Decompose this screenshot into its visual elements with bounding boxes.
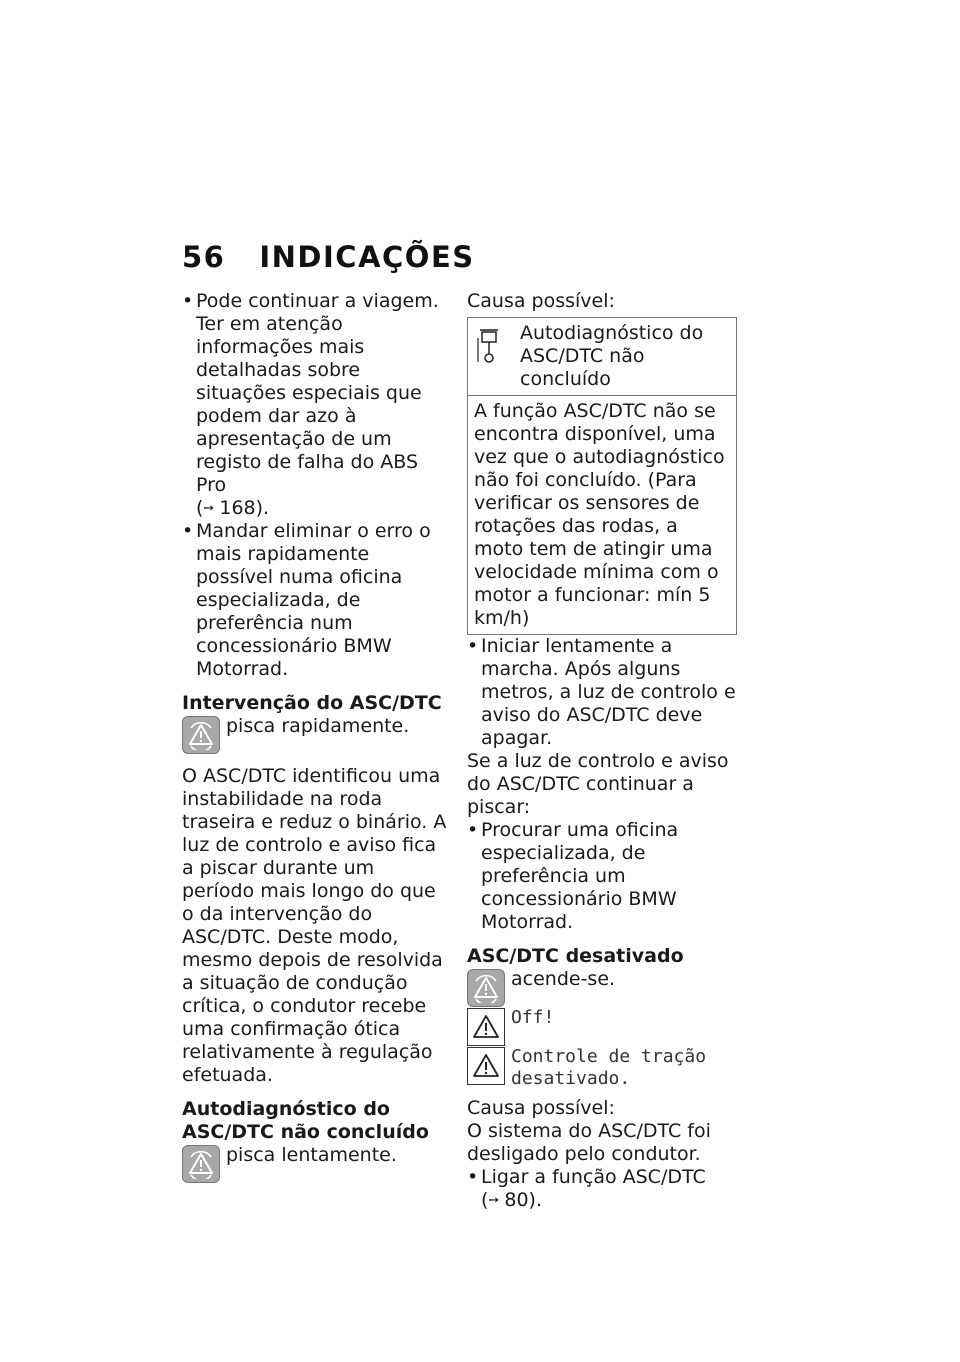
cause-table-body: A função ASC/DTC não se encontra disponível, uma vez que o autodiagnóstico não foi concluído. (Para verificar os sensores de rotações das rodas, a moto tem de atingir uma velocidade mínima com o motor a funcionar: mín 5 km/h) <box>468 396 737 635</box>
display-message-row <box>467 1047 742 1090</box>
cause-table-header <box>468 318 737 396</box>
page-header <box>182 240 475 280</box>
section-heading-intervention: Intervenção do ASC/DTC <box>182 692 442 714</box>
list-item: • Ligar a função ASC/DTC (➙ 80). <box>467 1166 742 1212</box>
list-item: • Iniciar lentamente a marcha. Após alguns metros, a luz de controlo e aviso do ASC/DTC deve apagar. <box>467 635 742 750</box>
page-number: 56 <box>182 240 226 274</box>
asc-warning-lamp-icon <box>467 969 505 1007</box>
section-heading-deactivated: ASC/DTC desativado <box>467 945 684 967</box>
cause-label: Causa possível: <box>467 290 615 312</box>
left-column <box>182 290 452 1183</box>
indicator-row <box>467 969 742 1007</box>
asc-warning-lamp-icon <box>182 716 220 754</box>
piston-wrench-icon <box>474 322 512 372</box>
warning-triangle-icon <box>467 1047 505 1085</box>
display-text-off: Off! <box>511 1007 555 1028</box>
page-reference-link[interactable]: 80). <box>504 1189 543 1211</box>
indicator-state: pisca lentamente. <box>226 1144 397 1166</box>
list-item: • Pode continuar a viagem. Ter em atenção informações mais detalhadas sobre situações especiais que podem dar azo à apresentação de um registo de falha do ABS Pro (➙ 168). <box>182 290 452 520</box>
right-column <box>467 290 742 1212</box>
cause-table <box>467 317 737 635</box>
page-reference-arrow-icon[interactable]: ➙ <box>488 1193 499 1208</box>
display-message-row <box>467 1008 742 1046</box>
page-reference-arrow-icon[interactable]: ➙ <box>203 501 214 516</box>
indicator-row <box>182 716 452 754</box>
page-reference-link[interactable]: 168). <box>219 497 270 519</box>
display-text-message: Controle de tração desativado. <box>511 1046 707 1089</box>
cause-label: Causa possível: <box>467 1097 615 1119</box>
indicator-row <box>182 1145 452 1183</box>
indicator-state: acende-se. <box>511 968 616 990</box>
list-item: • Procurar uma oficina especializada, de preferência um concessionário BMW Motorrad. <box>467 819 742 934</box>
paragraph: O ASC/DTC identificou uma instabilidade na roda traseira e reduz o binário. A luz de controlo e aviso fica a piscar durante um período mais longo do que o da intervenção do ASC/DTC. Deste modo, mesmo depois de resolvida a situação de condução crítica, o condutor recebe uma confirmação ótica relativamente à regulação efetuada. <box>182 765 447 1086</box>
warning-triangle-icon <box>467 1008 505 1046</box>
asc-warning-lamp-icon <box>182 1145 220 1183</box>
section-heading-selfdiag: Autodiagnóstico do ASC/DTC não concluído <box>182 1098 429 1143</box>
indicator-state: pisca rapidamente. <box>226 715 410 737</box>
list-item: • Mandar eliminar o erro o mais rapidamente possível numa oficina especializada, de preferência num concessionário BMW Motorrad. <box>182 520 452 681</box>
cause-table-title: Autodiagnóstico do ASC/DTC não concluído <box>520 322 704 390</box>
paragraph: O sistema do ASC/DTC foi desligado pelo condutor. <box>467 1120 711 1165</box>
page-title: INDICAÇÕES <box>259 240 475 274</box>
paragraph: Se a luz de controlo e aviso do ASC/DTC continuar a piscar: <box>467 750 729 818</box>
